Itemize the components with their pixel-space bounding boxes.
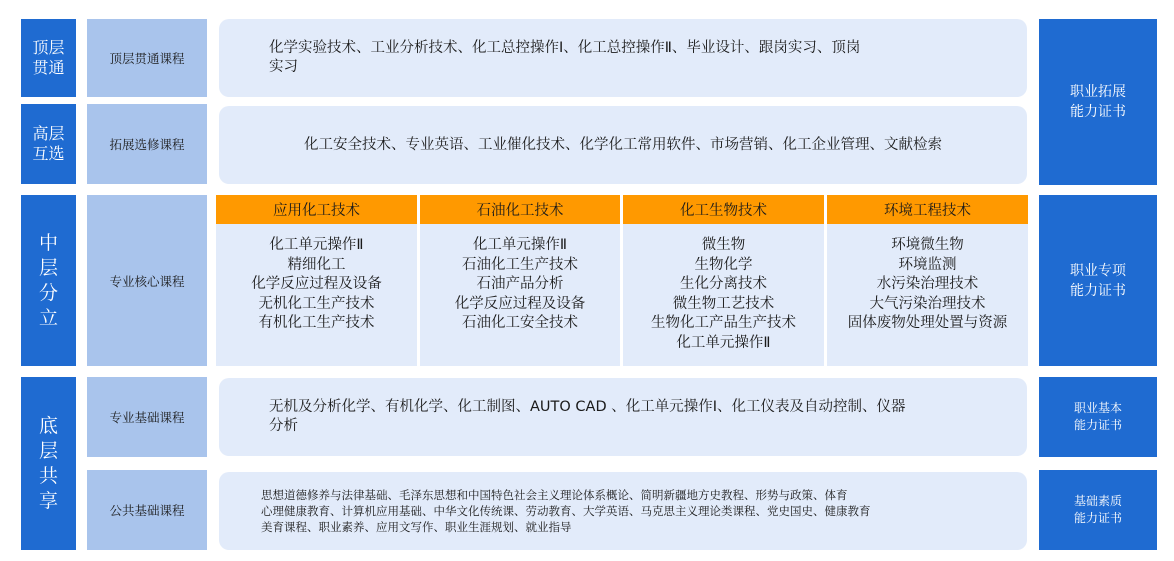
direction-header: 应用化工技术 — [216, 195, 417, 224]
level-middle-separate: 中 层 分 立 — [21, 195, 76, 366]
direction-header: 环境工程技术 — [827, 195, 1028, 224]
direction-course-list — [420, 224, 620, 334]
course-item: 石油产品分析 — [476, 276, 564, 292]
panel-elective-courses — [219, 106, 1027, 184]
course-item: 生物化学 — [694, 256, 753, 273]
course-item: 精细化工 — [287, 256, 346, 273]
direction-column — [216, 195, 417, 366]
course-item: 固体废物处理处置与资源 — [847, 315, 1008, 331]
panel-public-courses — [219, 472, 1027, 550]
course-item: 化学反应过程及设备 — [454, 295, 586, 312]
course-item: 石油化工生产技术 — [462, 256, 578, 273]
category-elective-courses: 拓展选修课程 — [87, 104, 207, 184]
direction-column — [623, 195, 824, 366]
course-item: 微生物 — [701, 237, 746, 253]
core-directions-table — [216, 195, 1028, 366]
panel-foundation-text: 无机及分析化学、有机化学、化工制图、AUTO CAD 、化工单元操作Ⅰ、化工仪表及自动控制、仪器 分析 — [269, 399, 906, 434]
panel-through-courses — [219, 19, 1027, 97]
direction-column — [420, 195, 620, 366]
course-item: 无机化工生产技术 — [258, 295, 375, 312]
course-item: 微生物工艺技术 — [672, 295, 775, 312]
category-public-courses: 公共基础课程 — [87, 470, 207, 550]
course-item: 生物化工产品生产技术 — [651, 315, 796, 331]
direction-course-list — [827, 224, 1028, 334]
certificate-expansion: 职业拓展 能力证书 — [1039, 19, 1157, 185]
category-foundation-courses: 专业基础课程 — [87, 377, 207, 457]
course-item: 化工单元操作Ⅱ — [676, 334, 771, 351]
course-item: 化学反应过程及设备 — [251, 276, 382, 292]
direction-course-list — [216, 224, 417, 334]
course-item: 水污染治理技术 — [876, 276, 979, 292]
direction-header: 石油化工技术 — [420, 195, 620, 224]
level-bottom-shared: 底 层 共 享 — [21, 377, 76, 550]
category-core-courses: 专业核心课程 — [87, 195, 207, 366]
course-item: 化工单元操作Ⅱ — [472, 237, 568, 253]
direction-column — [827, 195, 1028, 366]
certificate-basic: 职业基本 能力证书 — [1039, 377, 1157, 457]
certificate-quality: 基础素质 能力证书 — [1039, 470, 1157, 550]
level-top-through: 顶层 贯通 — [21, 19, 76, 97]
course-item: 化工单元操作Ⅱ — [269, 237, 364, 253]
panel-foundation-courses — [219, 378, 1027, 456]
category-through-courses: 顶层贯通课程 — [87, 19, 207, 97]
direction-course-list — [623, 224, 824, 353]
course-item: 大气污染治理技术 — [869, 295, 986, 312]
direction-header: 化工生物技术 — [623, 195, 824, 224]
course-item: 有机化工生产技术 — [258, 315, 375, 331]
course-item: 环境监测 — [898, 256, 957, 273]
panel-through-text: 化学实验技术、工业分析技术、化工总控操作Ⅰ、化工总控操作Ⅱ、毕业设计、跟岗实习、顶岗 实习 — [269, 40, 861, 75]
panel-elective-text: 化工安全技术、专业英语、工业催化技术、化学化工常用软件、市场营销、化工企业管理、文献检索 — [304, 136, 942, 153]
course-item: 石油化工安全技术 — [462, 315, 578, 331]
panel-public-text: 思想道德修养与法律基础、毛泽东思想和中国特色社会主义理论体系概论、简明新疆地方史教程、形势与政策、体育 心理健康教育、计算机应用基础、中华文化传统课、劳动教育、大学英语、马克思主义理论类课程、党史国史、健康教育 美育课程、职业素养、应用文写作、职业生涯规划、就业指导 — [261, 488, 871, 534]
course-item: 生化分离技术 — [680, 276, 767, 292]
course-item: 环境微生物 — [891, 237, 964, 253]
certificate-special: 职业专项 能力证书 — [1039, 195, 1157, 366]
level-high-elective: 高层 互选 — [21, 104, 76, 184]
